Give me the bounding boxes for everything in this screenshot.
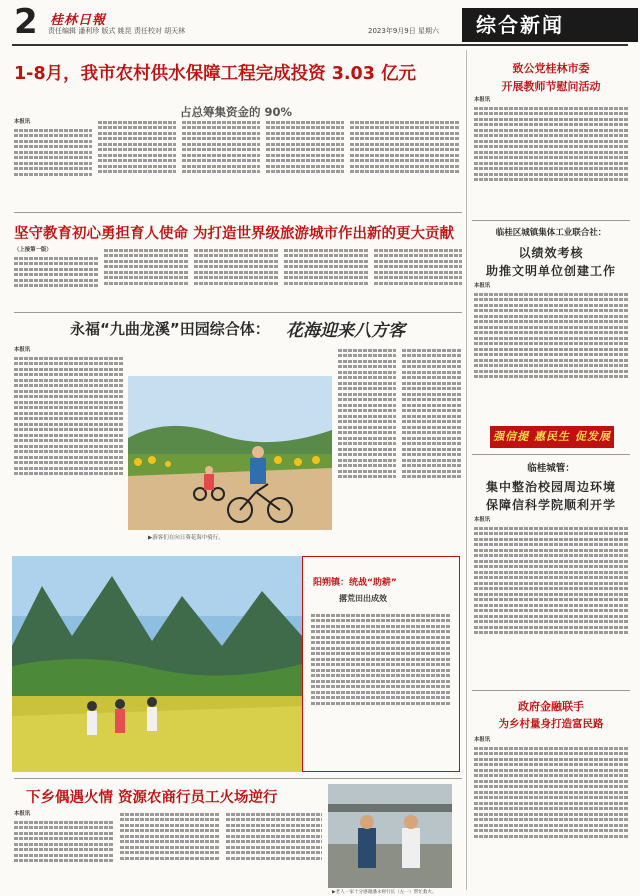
poem-box	[302, 556, 460, 772]
second-byline: （上接第一版）	[14, 247, 52, 253]
lead-byline: 本报讯	[14, 119, 31, 125]
item1-divider	[472, 220, 630, 221]
second-col-4	[284, 246, 368, 308]
item2-body	[474, 282, 628, 420]
lead-divider	[14, 212, 462, 213]
bridge-photo	[328, 784, 452, 888]
slogan-banner: 强信提 惠民生 促发展	[490, 426, 614, 448]
third-headline-left: 永福“九曲龙溪”田园综合体：	[70, 320, 270, 338]
item3-byline: 本报讯	[474, 517, 491, 523]
editors-line: 责任编辑 潘利珍 版式 姚昆 责任校对 胡天林	[48, 27, 186, 35]
lead-headline: 1-8月，我市农村供水保障工程完成投资 3.03 亿元	[14, 64, 416, 84]
third-headline-right: 花海迎来八方客	[286, 321, 405, 341]
yangshuo-field-photo	[12, 556, 302, 772]
item3-title: 临桂城管：	[527, 463, 575, 474]
sunflower-cycling-photo	[128, 376, 332, 530]
second-col-1	[14, 246, 98, 308]
third-col-1	[14, 346, 124, 542]
lead-col-4	[266, 118, 344, 208]
third-col-2	[338, 346, 396, 546]
page-number: 2	[14, 2, 38, 42]
second-headline: 坚守教育初心勇担育人使命 为打造世界级旅游城市作出新的更大贡献	[14, 226, 455, 242]
third-byline: 本报讯	[14, 347, 31, 353]
item2-subtitle-2: 助推文明单位创建工作	[485, 264, 616, 278]
second-col-3	[194, 246, 278, 308]
poem-body	[311, 611, 451, 761]
bridge-photo-caption: ▶老人一家十分感谢潘永财行长（左一）帮忙救火。	[332, 890, 437, 895]
lead-col-5	[350, 118, 460, 208]
item2-byline: 本报讯	[474, 283, 491, 289]
fourth-byline: 本报讯	[14, 811, 31, 817]
item3-divider	[472, 690, 630, 691]
item2-subtitle: 以绩效考核	[518, 246, 584, 260]
poem-title: 阳朔镇：统战“助耕”	[313, 578, 397, 588]
item3-subtitle: 集中整治校园周边环境	[485, 480, 616, 494]
item1-byline: 本报讯	[474, 97, 491, 103]
field-illustration	[12, 556, 302, 772]
masthead	[0, 0, 640, 44]
fourth-col-3	[226, 810, 322, 890]
issue-date: 2023年9月9日 星期六	[368, 27, 439, 35]
second-divider	[14, 312, 462, 313]
second-col-5	[374, 246, 462, 308]
column-divider	[466, 50, 467, 890]
item2-divider	[472, 454, 630, 455]
cycling-photo-caption: ▶游客们在向日葵花海中骑行。	[148, 535, 224, 541]
header-rule	[12, 44, 628, 46]
fourth-col-1	[14, 810, 114, 890]
section-title: 综合新闻	[462, 8, 638, 42]
item4-byline: 本报讯	[474, 737, 491, 743]
third-col-3	[402, 346, 462, 546]
fourth-divider	[14, 778, 462, 779]
fourth-col-end	[456, 786, 470, 886]
item4-body	[474, 736, 628, 886]
bridge-illustration	[328, 784, 452, 888]
fourth-headline: 下乡偶遇火情 资源农商行员工火场逆行	[26, 790, 278, 806]
lead-col-3	[182, 118, 260, 208]
lead-col-2	[98, 118, 176, 208]
poem-subtitle: 撂荒田出成效	[339, 594, 387, 603]
lead-subheadline: 占总筹集资金的 90%	[180, 105, 293, 119]
cycling-illustration	[128, 376, 332, 530]
item4-title: 政府金融联手	[518, 700, 584, 713]
right-column	[472, 50, 630, 890]
item4-subtitle: 为乡村量身打造富民路	[498, 718, 604, 730]
item3-subtitle-2: 保障信科学院顺利开学	[485, 498, 616, 512]
newspaper-logo: 桂林日報	[50, 13, 107, 28]
second-col-2	[104, 246, 188, 308]
fourth-col-2	[120, 810, 220, 890]
item1-body	[474, 96, 628, 216]
item2-title: 临桂区城镇集体工业联合社：	[495, 228, 607, 238]
item1-title: 致公党桂林市委	[512, 62, 590, 75]
lead-col-1	[14, 118, 92, 208]
item3-body	[474, 516, 628, 686]
item1-subtitle: 开展教师节慰问活动	[501, 80, 601, 93]
